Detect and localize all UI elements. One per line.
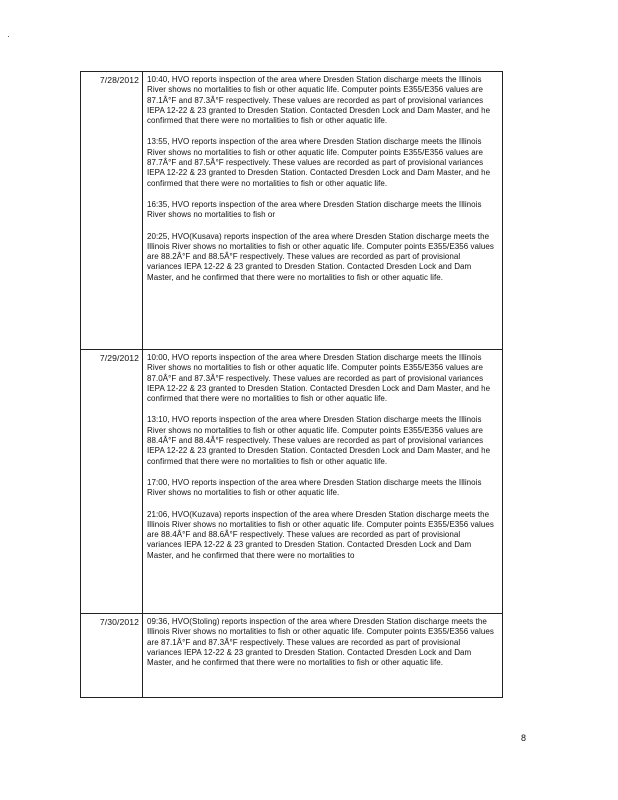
log-entry: 09:36, HVO(Stoling) reports inspection of the area where Dresden Station discharge meets the Illinois River shows no mortalities to fish or other aquatic life. Computer points E355/E356 values are 87.1Â°F and 87.3Â°F respectively. These values are recorded as part of provisional variances IEPA 12-22 & 23 granted to Dresden Station. Contacted Dresden Lock and Dam Master, and he confirmed that there were no mortalities to fish or other aquatic life. — [147, 617, 494, 668]
scan-speck — [8, 36, 9, 37]
log-entry: 17:00, HVO reports inspection of the area where Dresden Station discharge meets the Illinois River shows no mortalities to fish or other aquatic life. — [147, 477, 482, 498]
log-entry: 20:25, HVO(Kusava) reports inspection of the area where Dresden Station discharge meets the Illinois River shows no mortalities to fish or other aquatic life. Computer points E355/E356 values are 88.2Â°F and 88.5Â°F respectively. These values are recorded as part of provisional variances IEPA 12-22 & 23 granted to Dresden Station. Contacted Dresden Lock and Dam Master, and he confirmed that there were no mortalities to fish or other aquatic life. — [147, 231, 494, 282]
log-date: 7/30/2012 — [81, 614, 143, 698]
page-number: 8 — [521, 733, 527, 743]
log-entries — [143, 614, 503, 698]
log-entry: 13:55, HVO reports inspection of the area where Dresden Station discharge meets the Illinois River shows no mortalities to fish or other aquatic life. Computer points E355/E356 values are 87.7Â°F and 87.5Â°F respectively. These values are recorded as part of provisional variances IEPA 12-22 & 23 granted to Dresden Station. Contacted Dresden Lock and Dam Master, and he confirmed that there were no mortalities to fish or other aquatic life. — [147, 137, 491, 188]
table-row — [81, 614, 503, 698]
log-entries — [143, 72, 503, 350]
log-entry: 13:10, HVO reports inspection of the area where Dresden Station discharge meets the Illinois River shows no mortalities to fish or other aquatic life. Computer points E355/E356 values are 88.4Â°F and 88.4Â°F respectively. These values are recorded as part of provisional variances IEPA 12-22 & 23 granted to Dresden Station. Contacted Dresden Lock and Dam Master, and he confirmed that there were no mortalities to fish or other aquatic life. — [147, 415, 491, 466]
table-row — [81, 350, 503, 614]
log-entry: 16:35, HVO reports inspection of the area where Dresden Station discharge meets the Illinois River shows no mortalities to fish or — [147, 199, 482, 220]
log-entry: 21:06, HVO(Kuzava) reports inspection of the area where Dresden Station discharge meets the Illinois River shows no mortalities to fish or other aquatic life. Computer points E355/E356 values are 88.4Â°F and 88.6Â°F respectively. These values are recorded as part of provisional variances IEPA 12-22 & 23 granted to Dresden Station. Contacted Dresden Lock and Dam Master, and he confirmed that there were no mortalities to — [147, 509, 494, 560]
log-entries — [143, 350, 503, 614]
table-row — [81, 72, 503, 350]
log-entry: 10:40, HVO reports inspection of the area where Dresden Station discharge meets the Illinois River shows no mortalities to fish or other aquatic life. Computer points E355/E356 values are 87.1Â°F and 87.3Â°F respectively. These values are recorded as part of provisional variances IEPA 12-22 & 23 granted to Dresden Station. Contacted Dresden Lock and Dam Master, and he confirmed that there were no mortalities to fish or other aquatic life. — [147, 75, 491, 126]
log-entry: 10:00, HVO reports inspection of the area where Dresden Station discharge meets the Illinois River shows no mortalities to fish or other aquatic life. Computer points E355/E356 values are 87.0Â°F and 87.3Â°F respectively. These values are recorded as part of provisional variances IEPA 12-22 & 23 granted to Dresden Station. Contacted Dresden Lock and Dam Master, and he confirmed that there were no mortalities to fish or other aquatic life. — [147, 353, 491, 404]
log-date: 7/28/2012 — [81, 72, 143, 350]
log-date: 7/29/2012 — [81, 350, 143, 614]
inspection-log-table — [80, 71, 503, 698]
